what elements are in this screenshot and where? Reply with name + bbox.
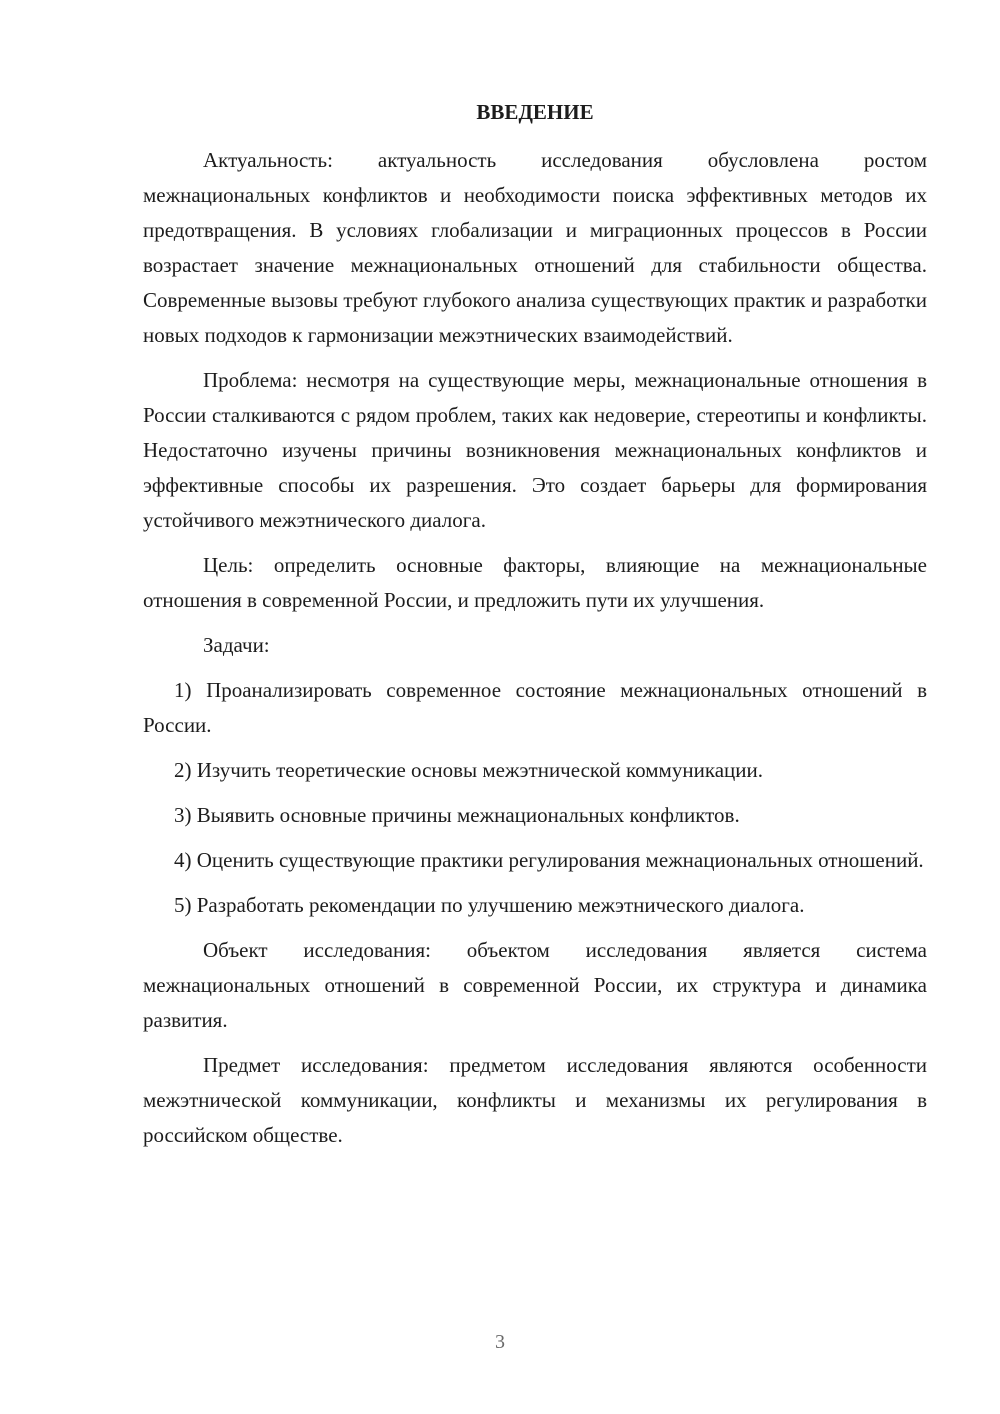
- task-item-4: 4) Оценить существующие практики регулирования межнациональных отношений.: [174, 848, 924, 872]
- task-item-5: 5) Разработать рекомендации по улучшению межэтнического диалога.: [174, 893, 805, 917]
- goal-paragraph: Цель: определить основные факторы, влияющие на межнациональные отношения в современной России, и предложить пути их улучшения.: [143, 553, 927, 612]
- document-page: [143, 98, 927, 1163]
- task-item-3: 3) Выявить основные причины межнациональных конфликтов.: [174, 803, 740, 827]
- page-number: 3: [495, 1331, 505, 1353]
- section-title: ВВЕДЕНИЕ: [476, 100, 594, 124]
- subject-paragraph: Предмет исследования: предметом исследования являются особенности межэтнической коммуникации, конфликты и механизмы их регулирования в российском обществе.: [143, 1053, 927, 1147]
- tasks-label: Задачи:: [203, 633, 270, 657]
- relevance-paragraph: Актуальность: актуальность исследования обусловлена ростом межнациональных конфликтов и необходимости поиска эффективных методов их предотвращения. В условиях глобализации и миграционных процессов в России возрастает значение межнациональных отношений для стабильности общества. Современные вызовы требуют глубокого анализа существующих практик и разработки новых подходов к гармонизации межэтнических взаимодействий.: [143, 148, 927, 347]
- problem-paragraph: Проблема: несмотря на существующие меры, межнациональные отношения в России сталкиваются с рядом проблем, таких как недоверие, стереотипы и конфликты. Недостаточно изучены причины возникновения межнациональных конфликтов и эффективные способы их разрешения. Это создает барьеры для формирования устойчивого межэтнического диалога.: [143, 368, 927, 532]
- object-paragraph: Объект исследования: объектом исследования является система межнациональных отношений в современной России, их структура и динамика развития.: [143, 938, 927, 1032]
- task-item-1: 1) Проанализировать современное состояние межнациональных отношений в России.: [143, 678, 927, 737]
- task-item-2: 2) Изучить теоретические основы межэтнической коммуникации.: [174, 758, 763, 782]
